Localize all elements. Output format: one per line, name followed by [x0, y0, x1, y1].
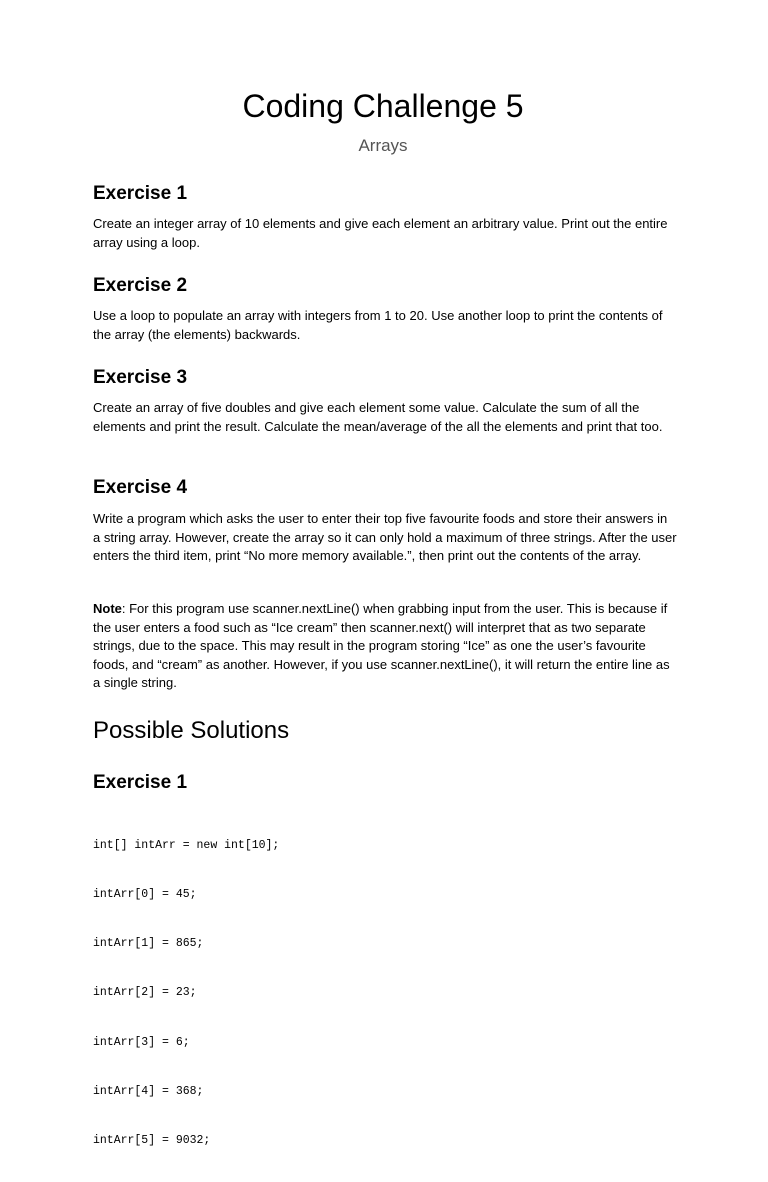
code-line: intArr[5] = 9032; [93, 1134, 211, 1148]
exercise-4-heading: Exercise 4 [93, 477, 188, 498]
note-label: Note [93, 601, 122, 616]
code-line: intArr[1] = 865; [93, 937, 204, 951]
exercise-2-heading: Exercise 2 [93, 275, 188, 296]
solution-exercise-1-heading: Exercise 1 [93, 772, 188, 793]
exercise-3-heading: Exercise 3 [93, 367, 188, 388]
note-paragraph [93, 600, 678, 693]
code-line: intArr[3] = 6; [93, 1035, 190, 1049]
exercise-1-heading: Exercise 1 [93, 183, 188, 204]
document-title: Coding Challenge 5 [242, 88, 524, 124]
code-block [93, 805, 279, 1182]
solutions-heading: Possible Solutions [93, 717, 290, 744]
exercise-3-text: Create an array of five doubles and give each element some value. Calculate the sum of all the elements and print the result. Calculate the mean/average of the all the elements and print that too. [93, 400, 663, 434]
document-subtitle: Arrays [358, 136, 408, 155]
exercise-2-text: Use a loop to populate an array with integers from 1 to 20. Use another loop to print the contents of the array (the elements) backwards. [93, 308, 663, 342]
code-line: intArr[4] = 368; [93, 1084, 204, 1098]
code-line: intArr[0] = 45; [93, 888, 197, 902]
exercise-1-text: Create an integer array of 10 elements and give each element an arbitrary value. Print out the entire array using a loop. [93, 216, 668, 250]
exercise-4-text: Write a program which asks the user to enter their top five favourite foods and store their answers in a string array. However, create the array so it can only hold a maximum of three strings. After the user enters the third item, print “No more memory available.”, then print out the contents of the array. [93, 511, 677, 563]
code-line: intArr[2] = 23; [93, 986, 197, 1000]
code-line: int[] intArr = new int[10]; [93, 838, 280, 852]
note-text: : For this program use scanner.nextLine() when grabbing input from the user. This is because if the user enters a food such as “Ice cream” then scanner.next() will interpret that as two separate strings, due to the space. This may result in the program storing “Ice” as one the user’s favourite foods, and “cream” as another. However, if you use scanner.nextLine(), it will return the entire line as a single string. [93, 601, 670, 690]
